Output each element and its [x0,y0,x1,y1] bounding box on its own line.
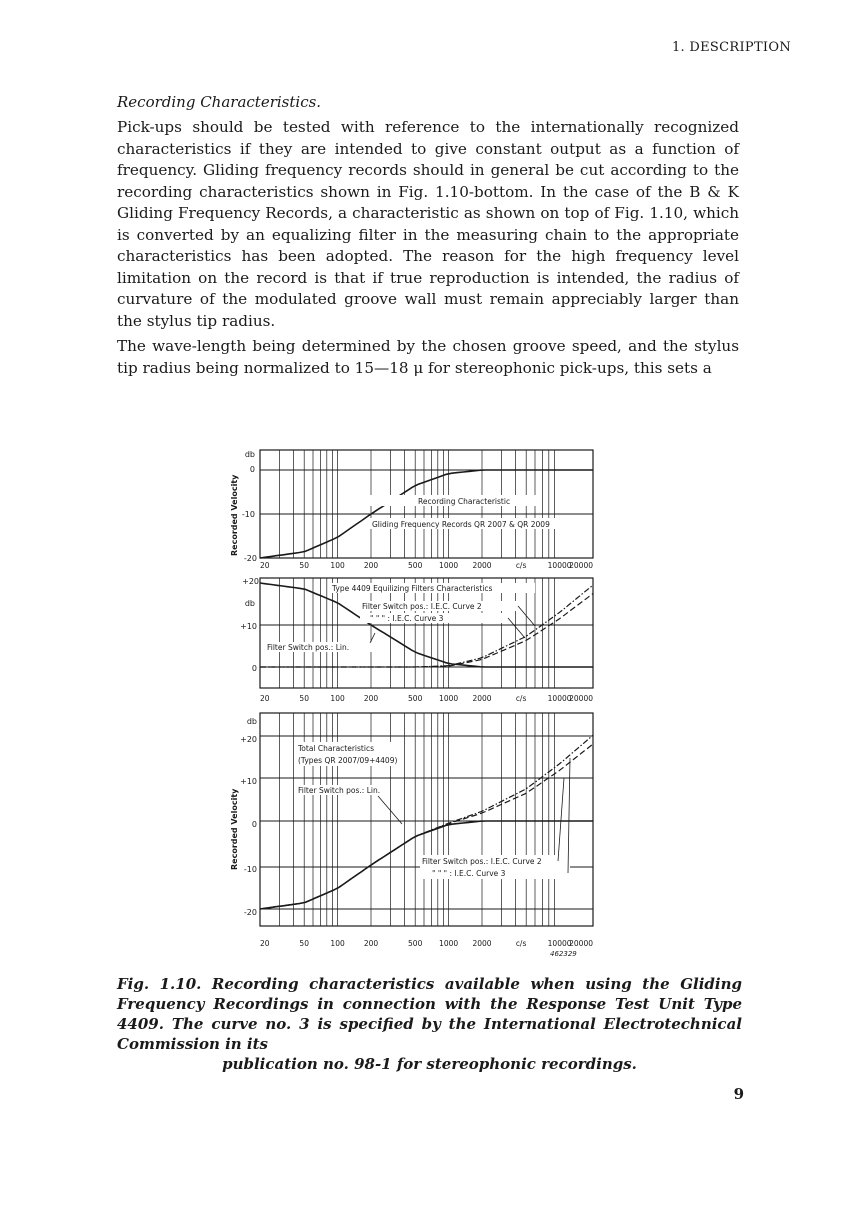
yunit-middle: db [244,599,255,608]
leader-iec2-bottom [558,778,564,861]
panel-bottom [230,713,593,958]
body-paragraph-2: The wave-length being determined by the chosen groove speed, and the stylus tip radius being normalized to 15—18 μ for stereophonic pick-ups, this sets a [117,337,739,377]
panel-middle [240,577,593,703]
label-total-characteristics: Total Characteristics [298,744,374,753]
x-tick-label: 1000 [439,694,459,703]
xticks-bottom [260,939,593,948]
x-tick-label: 500 [408,561,423,570]
leader-lin-bottom [378,796,402,824]
label-total-types: (Types QR 2007/09+4409) [298,756,398,765]
label-recording-characteristic: Recording Characteristic [418,497,511,506]
caption-main: Fig. 1.10. Recording characteristics available when using the Gliding Frequency Recordings in connection with the Response Test Unit Type 4409. The curve no. 3 is specified by the International Electrotechnical Commission in its [117,975,742,1053]
grid-middle [260,578,593,688]
label-equalizing-filters: Type 4409 Equilizing Filters Characteristics [332,584,493,593]
body-paragraph-1: Pick-ups should be tested with reference to the internationally recognized characteristics if they are intended to give constant output as a function of frequency. Gliding frequency records should in general be cut according to the recording characteristics shown in Fig. 1.10-bottom. In the case of the B & K Gliding Frequency Records, a characteristic as shown on top of Fig. 1.10, which is converted by an equalizing filter in the measuring chain to the appropriate characteristics has been adopted. The reason for the high frequency level limitation on the record is that if true reproduction is intended, the radius of curvature of the modulated groove wall must remain appreciably larger than the stylus tip radius. [117,118,739,330]
x-tick-label: 500 [408,694,423,703]
page-number: 9 [733,1085,744,1103]
ytick-middle-1: +10 [240,622,257,631]
panel-top [230,450,593,570]
ytick-middle-2: 0 [251,664,257,673]
ytick-bottom-3: -10 [243,865,257,874]
x-tick-label: 20000 [569,694,593,703]
x-tick-label: 100 [330,939,345,948]
x-tick-label: 200 [363,694,379,703]
x-tick-label: 100 [330,694,345,703]
x-tick-label: 500 [408,939,423,948]
x-tick-label: 50 [299,694,309,703]
x-tick-label: 2000 [472,694,492,703]
x-tick-label: 20 [260,561,270,570]
xticks-middle [260,694,593,703]
yunit-bottom: db [246,717,257,726]
x-tick-label: 20 [260,694,270,703]
x-tick-label: 1000 [439,561,459,570]
label-total-lin: Filter Switch pos.: Lin. [298,786,381,795]
ylabel-bottom: Recorded Velocity [230,788,239,870]
curve-filter-iec-3 [260,585,593,667]
curve-total-iec-2 [260,744,593,909]
section-title: Recording Characteristics. [117,93,322,111]
x-tick-label: c/s [515,561,527,570]
label-filter-iec-2: Filter Switch pos.: I.E.C. Curve 2 [362,602,482,611]
leader-iec3-middle [508,618,525,638]
x-tick-label: 20000 [569,939,593,948]
figure-1-10 [220,438,610,958]
label-total-iec-2: Filter Switch pos.: I.E.C. Curve 2 [422,857,542,866]
ylabel-top: Recorded Velocity [230,474,239,556]
frame-middle [260,578,593,688]
caption-last-line: publication no. 98-1 for stereophonic recordings. [222,1055,637,1073]
x-tick-label: c/s [515,694,527,703]
x-tick-label: 50 [299,561,309,570]
x-tick-label: c/s [515,939,527,948]
ytick-bottom-2: 0 [251,820,257,829]
x-tick-label: 100 [330,561,345,570]
ytick-middle-0: +20 [242,577,259,586]
x-tick-label: 10000 [547,561,572,570]
ytick-top-2: -20 [243,554,257,563]
ytick-bottom-4: -20 [243,908,257,917]
x-tick-label: 200 [363,939,379,948]
yunit-top: db [244,450,255,459]
x-tick-label: 2000 [472,939,492,948]
label-filter-iec-3: " " " : I.E.C. Curve 3 [370,614,444,623]
x-tick-label: 20 [260,939,270,948]
x-tick-label: 10000 [547,694,572,703]
label-filter-lin: Filter Switch pos.: Lin. [267,643,350,652]
x-tick-label: 10000 [547,939,572,948]
label-total-iec-3: " " " : I.E.C. Curve 3 [432,869,506,878]
ytick-bottom-1: +10 [240,777,257,786]
ytick-bottom-0: +20 [240,735,257,744]
xticks-top [260,561,593,570]
running-header: 1. DESCRIPTION [671,40,791,55]
figure-code: 462329 [550,950,577,958]
x-tick-label: 50 [299,939,309,948]
x-tick-label: 200 [363,561,379,570]
x-tick-label: 2000 [472,561,492,570]
ytick-top-0: 0 [249,465,255,474]
label-gliding-frequency-records: Gliding Frequency Records QR 2007 & QR 2009 [372,520,550,529]
x-tick-label: 1000 [439,939,459,948]
x-tick-label: 20000 [569,561,593,570]
figure-caption [117,974,742,1074]
ytick-top-1: -10 [241,510,255,519]
